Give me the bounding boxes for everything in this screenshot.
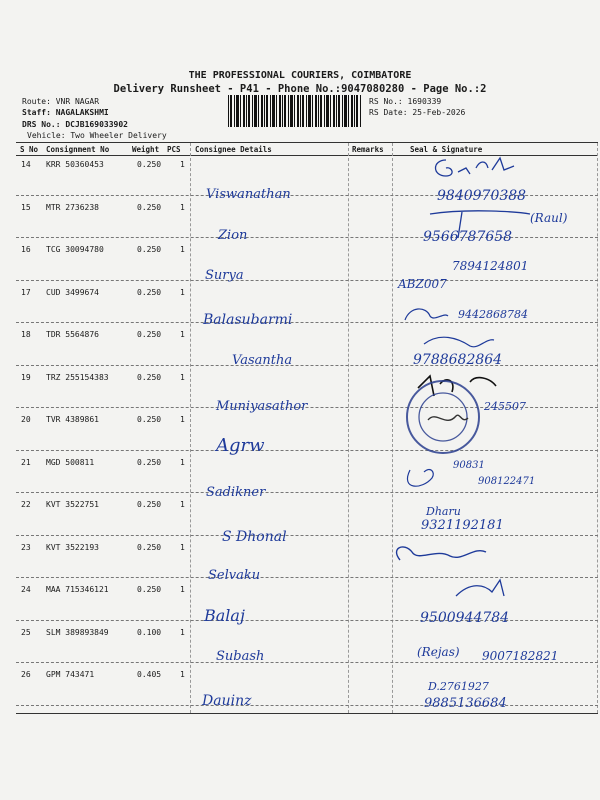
table-cell-consignment: MGD 500811 bbox=[46, 457, 95, 467]
table-cell-weight: 0.405 bbox=[137, 670, 162, 679]
table-cell-weight: 0.100 bbox=[137, 627, 162, 637]
runsheet-subtitle: Delivery Runsheet - P41 - Phone No.:9047080280 - Page No.:2 bbox=[113, 83, 487, 95]
table-cell-sno: 20 bbox=[21, 415, 31, 424]
signature-phone: 7894124801 bbox=[452, 259, 529, 273]
table-cell-pcs: 1 bbox=[180, 585, 185, 594]
table-cell-weight: 0.250 bbox=[137, 500, 162, 509]
signature-phone: 9566787658 bbox=[423, 229, 513, 245]
signature-mark bbox=[424, 337, 494, 347]
signature-phone: 9788682864 bbox=[413, 352, 503, 368]
table-cell-pcs: 1 bbox=[180, 542, 185, 552]
table-cell-consignment: TRZ 255154383 bbox=[46, 372, 109, 382]
table-cell-pcs: 1 bbox=[180, 457, 185, 467]
consignee-handwriting: Viswanathan bbox=[206, 187, 291, 202]
company-seal-stamp bbox=[407, 381, 479, 453]
consignee-handwriting: Muniyasathor bbox=[216, 399, 308, 414]
table-cell-sno: 19 bbox=[21, 372, 31, 382]
company-title: THE PROFESSIONAL COURIERS, COIMBATORE bbox=[188, 70, 412, 81]
consignee-handwriting: Dauinz bbox=[202, 693, 252, 709]
table-cell-weight: 0.250 bbox=[137, 160, 162, 169]
table-cell-consignment: SLM 389893849 bbox=[46, 627, 109, 637]
signature-phone: 9007182821 bbox=[482, 649, 559, 663]
consignee-handwriting: Agrw bbox=[216, 435, 265, 456]
table-cell-pcs: 1 bbox=[180, 245, 185, 254]
table-cell-weight: 0.250 bbox=[137, 457, 162, 467]
rs-number: RS No.: 1690339 bbox=[369, 97, 442, 106]
table-bottom-rule bbox=[16, 713, 598, 714]
col-sno: S No bbox=[20, 145, 39, 154]
table-cell-weight: 0.250 bbox=[137, 245, 162, 254]
signature-phone: 245507 bbox=[484, 400, 526, 413]
consignee-handwriting: Sadikner bbox=[206, 485, 266, 500]
table-cell-consignment: TCG 30094780 bbox=[46, 245, 104, 254]
signature-phone: 908122471 bbox=[478, 476, 536, 487]
table-cell-pcs: 1 bbox=[180, 202, 185, 212]
consignee-handwriting: Vasantha bbox=[232, 353, 293, 368]
table-cell-consignment: GPM 743471 bbox=[46, 670, 95, 679]
table-cell-weight: 0.250 bbox=[137, 585, 162, 594]
table-cell-sno: 23 bbox=[21, 542, 31, 552]
table-cell-consignment: TDR 5564876 bbox=[46, 330, 99, 339]
table-cell-consignment: MTR 2736238 bbox=[46, 202, 99, 212]
table-cell-pcs: 1 bbox=[180, 500, 185, 509]
table-cell-sno: 15 bbox=[21, 202, 31, 212]
table-cell-sno: 26 bbox=[21, 670, 31, 679]
table-cell-weight: 0.250 bbox=[137, 372, 162, 382]
consignee-handwriting: S Dhonal bbox=[222, 529, 287, 545]
signature-note: D.2761927 bbox=[428, 680, 489, 693]
consignee-handwriting: Zion bbox=[218, 228, 248, 243]
table-cell-sno: 24 bbox=[21, 585, 31, 594]
table-cell-pcs: 1 bbox=[180, 670, 185, 679]
table-cell-sno: 14 bbox=[21, 160, 31, 169]
consignee-handwriting: Balasubarmi bbox=[203, 312, 293, 328]
signature-mark bbox=[405, 309, 448, 320]
consignee-handwriting: Surya bbox=[205, 268, 244, 283]
signature-mark bbox=[436, 158, 515, 176]
col-pcs: PCS bbox=[167, 145, 181, 154]
table-cell-pcs: 1 bbox=[180, 160, 185, 169]
signature-note: Dharu bbox=[426, 505, 461, 518]
signature-phone: 9321192181 bbox=[421, 518, 504, 533]
col-seal-signature: Seal & Signature bbox=[410, 145, 483, 154]
table-cell-sno: 16 bbox=[21, 245, 31, 254]
col-weight: Weight bbox=[132, 145, 160, 154]
signature-phone: 9500944784 bbox=[420, 610, 510, 626]
table-cell-consignment: MAA 715346121 bbox=[46, 585, 109, 594]
table-cell-sno: 25 bbox=[21, 627, 31, 637]
signature-note: ABZ007 bbox=[398, 277, 447, 291]
table-cell-sno: 17 bbox=[21, 287, 31, 297]
table-cell-weight: 0.250 bbox=[137, 415, 162, 424]
signature-note: 90831 bbox=[453, 460, 485, 471]
col-consignee: Consignee Details bbox=[195, 145, 272, 154]
table-cell-weight: 0.250 bbox=[137, 202, 162, 212]
drs-number: DRS No.: DCJB169033902 bbox=[22, 120, 128, 129]
table-cell-consignment: TVR 4389861 bbox=[46, 415, 99, 424]
table-cell-pcs: 1 bbox=[180, 372, 185, 382]
signature-phone: 9442868784 bbox=[458, 308, 528, 321]
signature-mark bbox=[418, 376, 496, 396]
table-cell-pcs: 1 bbox=[180, 287, 185, 297]
signature-phone: 9885136684 bbox=[424, 696, 507, 711]
signature-mark bbox=[397, 547, 486, 560]
table-cell-consignment: CUD 3499674 bbox=[46, 287, 99, 297]
route-label: Route: VNR NAGAR bbox=[22, 97, 100, 106]
col-consignment: Consignment No bbox=[46, 145, 110, 154]
table-cell-sno: 22 bbox=[21, 500, 31, 509]
table-cell-weight: 0.250 bbox=[137, 330, 162, 339]
table-cell-pcs: 1 bbox=[180, 415, 185, 424]
col-remarks: Remarks bbox=[352, 145, 384, 154]
rs-date: RS Date: 25-Feb-2026 bbox=[369, 108, 466, 117]
table-cell-sno: 18 bbox=[21, 330, 31, 339]
table-cell-weight: 0.250 bbox=[137, 542, 162, 552]
table-cell-pcs: 1 bbox=[180, 330, 185, 339]
staff-label: Staff: NAGALAKSHMI bbox=[22, 108, 109, 117]
signature-note: (Raul) bbox=[530, 211, 568, 225]
table-cell-sno: 21 bbox=[21, 457, 31, 467]
table-cell-weight: 0.250 bbox=[137, 287, 162, 297]
table-cell-consignment: KVT 3522751 bbox=[46, 500, 99, 509]
signature-note: (Rejas) bbox=[417, 645, 460, 659]
table-cell-consignment: KVT 3522193 bbox=[46, 542, 99, 552]
consignee-handwriting: Subash bbox=[216, 649, 265, 664]
signature-phone: 9840970388 bbox=[437, 188, 527, 204]
signature-mark bbox=[456, 580, 504, 596]
vehicle-label: Vehicle: Two Wheeler Delivery bbox=[27, 131, 167, 140]
table-cell-consignment: KRR 50360453 bbox=[46, 160, 104, 169]
consignee-handwriting: Selvaku bbox=[208, 568, 261, 583]
signature-mark bbox=[407, 470, 433, 487]
table-cell-pcs: 1 bbox=[180, 627, 185, 637]
consignee-handwriting: Balaj bbox=[204, 606, 245, 625]
